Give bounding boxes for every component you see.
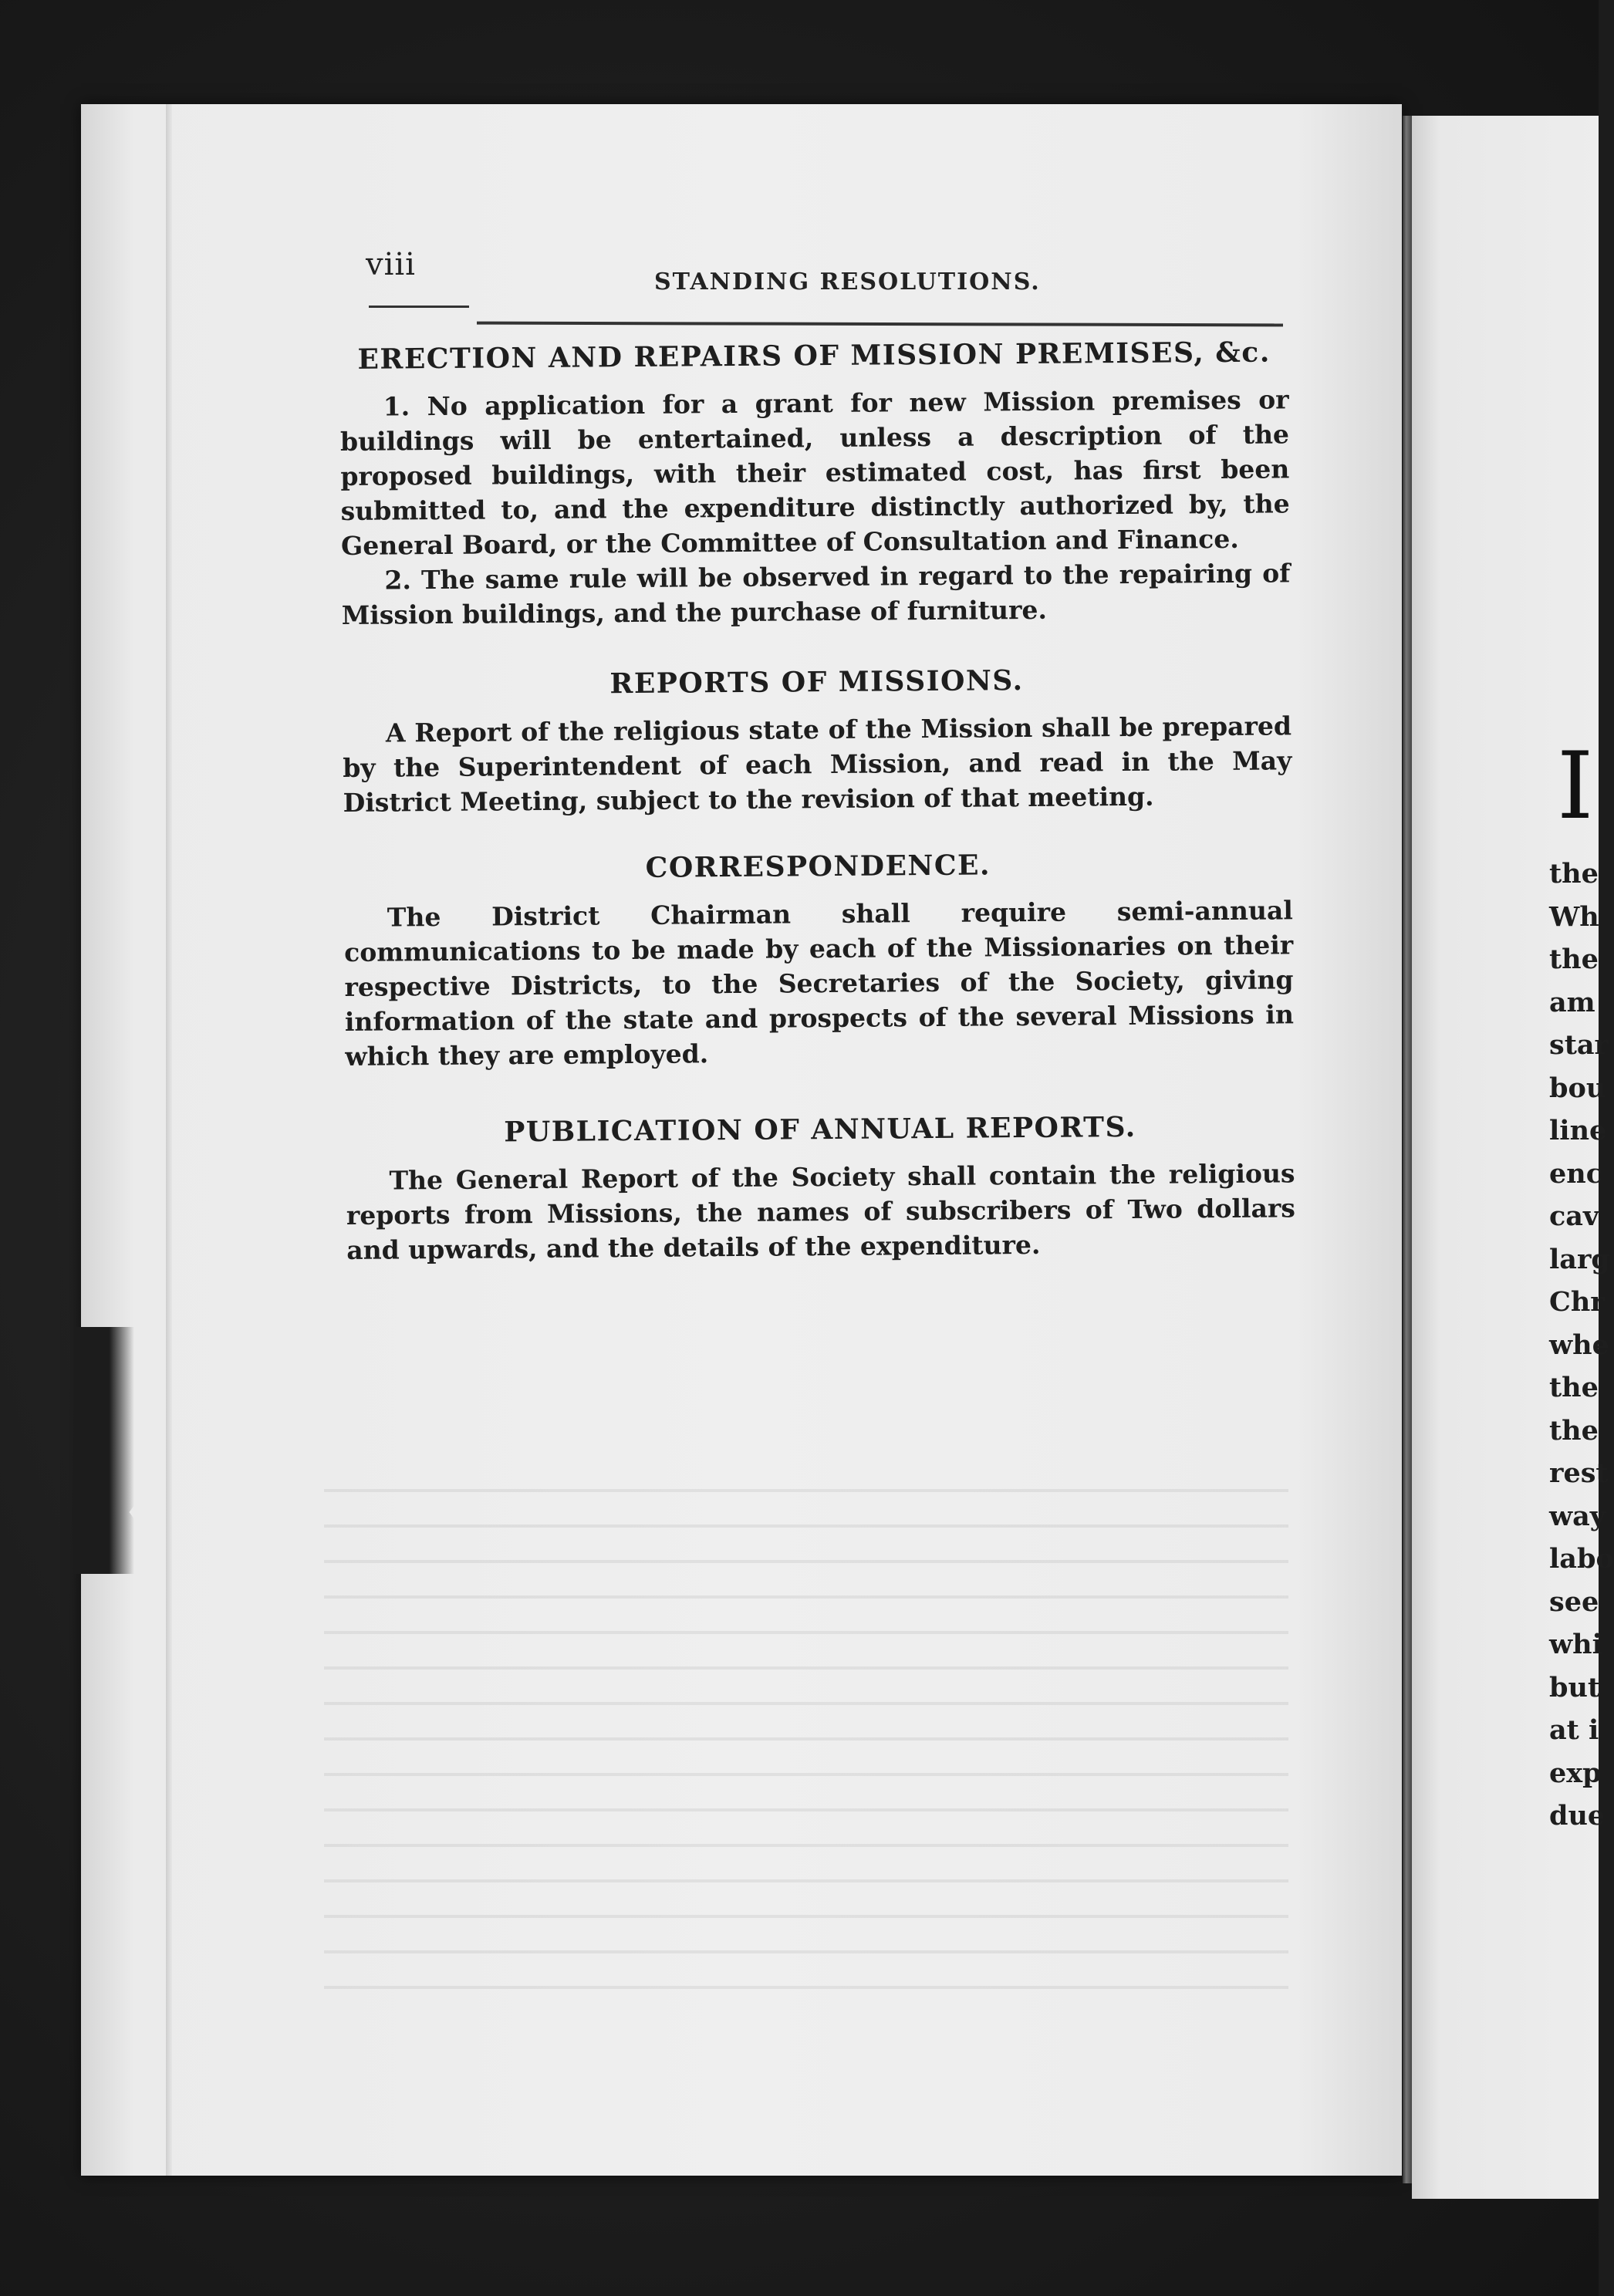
section-publication-annual-reports (346, 1109, 1295, 1268)
section-heading: PUBLICATION OF ANNUAL REPORTS. (504, 1110, 1136, 1149)
facing-page-line: rest (1549, 1457, 1609, 1489)
section-erection-repairs (339, 336, 1291, 633)
facing-page-line: way (1549, 1500, 1606, 1532)
facing-page-line: the (1549, 1372, 1599, 1403)
bleed-through-text (324, 1466, 1288, 2006)
paragraph: 2. The same rule will be observed in regard to the repairing of Mission buildings, and the purchase of furniture. (341, 558, 1291, 630)
facing-page-line: larg (1549, 1243, 1610, 1275)
running-title: STANDING RESOLUTIONS. (654, 268, 1041, 295)
page-number: viii (366, 247, 416, 282)
facing-page-line: the (1549, 1414, 1599, 1447)
section-heading: ERECTION AND REPAIRS OF MISSION PREMISES, &c. (357, 336, 1271, 376)
facing-page-line: at i (1549, 1714, 1599, 1746)
facing-page-line: star (1549, 1029, 1609, 1061)
page-edge (166, 104, 172, 2176)
facing-page-line: labo (1549, 1543, 1614, 1575)
facing-page-line: Wh (1549, 900, 1599, 933)
facing-page-line: the (1549, 944, 1599, 975)
facing-page-line: Chr (1549, 1286, 1605, 1318)
paragraph: A Report of the religious state of the Mission shall be prepared by the Superintendent of each Mission, and read in the May District Meeting, subject to the revision of that meeting. (343, 711, 1292, 818)
facing-page-line: whe (1549, 1329, 1609, 1361)
facing-page-text (1549, 853, 1614, 1838)
facing-page-line: due (1549, 1800, 1606, 1832)
paragraph: The General Report of the Society shall contain the religious reports from Missions, the names of subscribers of Two dollars and upwards, and the details of the expenditure. (346, 1158, 1295, 1265)
facing-page-line: but (1549, 1671, 1601, 1703)
section-heading: CORRESPONDENCE. (645, 849, 991, 884)
section-correspondence (343, 846, 1294, 1074)
facing-page-line: see (1549, 1585, 1599, 1618)
facing-page-line: the (1549, 858, 1599, 890)
section-heading: REPORTS OF MISSIONS. (609, 664, 1024, 701)
facing-page-line: line (1549, 1115, 1607, 1146)
section-reports-of-missions (342, 662, 1292, 820)
facing-page-line: enc (1549, 1157, 1603, 1190)
facing-page-line: bou (1549, 1072, 1606, 1104)
facing-page-line: cav (1549, 1200, 1599, 1232)
facing-page-line: whi (1549, 1629, 1602, 1660)
header-rule-short (369, 306, 469, 308)
page-body (339, 336, 1295, 1268)
facing-page-drop-cap: I (1557, 733, 1594, 840)
book-gutter (1403, 116, 1412, 2183)
facing-page-line: exp (1549, 1757, 1602, 1789)
paragraph: The District Chairman shall require semi-annual communications to be made by each of the Missionaries on their respective Districts, to the Secretaries of the Society, giving information of the state and prospects of the several Missions in which they are employed. (344, 895, 1295, 1072)
facing-page-line: am (1549, 986, 1595, 1018)
paragraph: 1. No application for a grant for new Mission premises or buildings will be entertained, unless a description of the proposed buildings, with their estimated cost, has first been submitted to, and the expenditure distinctly authorized by, the General Board, or the Committee of Consultation and Finance. (339, 384, 1290, 561)
